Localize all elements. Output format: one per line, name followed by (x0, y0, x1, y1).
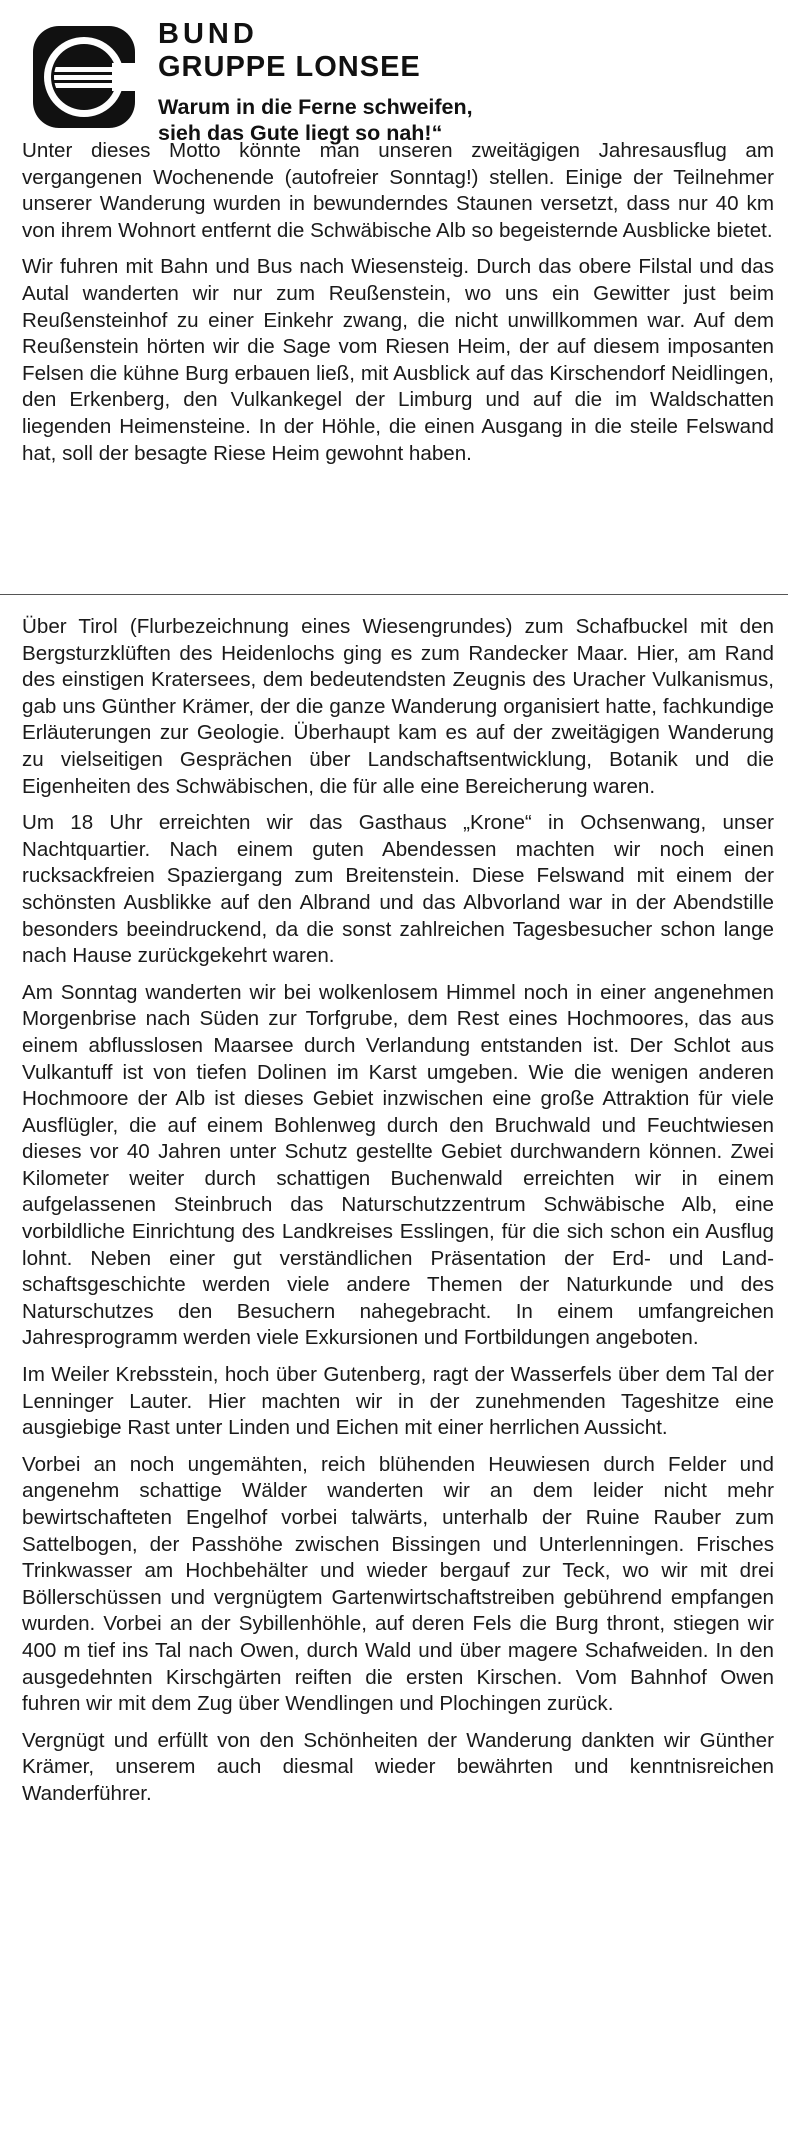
paragraph: Vorbei an noch ungemähten, reich blühenden Heuwiesen durch Felder und angenehm schattige Wälder wanderten wir an dem leider nicht mehr bewirtschafteten Engelhof vorbei talwärts, unterhalb der Ruine Rauber zum Sattelbogen, der Passhöhe zwischen Bissingen und Unterlenningen. Frisches Trinkwasser am Hochbehälter und wieder bergauf zur Teck, wo wir mit drei Böllerschüssen und vergnügtem Gartenwirtschaftstreiben gebührend empfangen wurden. Vorbei an der Sybillenhöhle, auf deren Fels die Burg thront, stiegen wir 400 m tief ins Tal nach Owen, durch Wald und über magere Schafweiden. In den ausgedehnten Kirschgärten reiften die ersten Kirschen. Vom Bahnhof Owen fuhren wir mit dem Zug über Wendlingen und Plochingen zurück. (22, 1452, 774, 1716)
paragraph: Vergnügt und erfüllt von den Schönheiten der Wanderung dankten wir Günther Krämer, unserem auch diesmal wieder bewährten und kenntnisreichen Wanderführer. (22, 1728, 774, 1805)
group-name: GRUPPE LONSEE (158, 51, 421, 83)
article-body-part-2 (22, 614, 774, 1818)
org-name: BUND (158, 18, 258, 50)
article-body-part-1 (22, 138, 774, 477)
clipping-divider (0, 594, 788, 595)
motto-line-2: sieh das Gute liegt so nah!“ (158, 121, 443, 145)
organization-title (158, 18, 758, 84)
paragraph: Im Weiler Krebsstein, hoch über Gutenberg, ragt der Wasserfels über dem Tal der Lenninger Lauter. Hier machten wir in der zunehmenden Tageshitze eine ausgiebige Rast unter Linden und Eichen mit einer herrlichen Aussicht. (22, 1363, 774, 1440)
motto-line-1: Warum in die Ferne schweifen, (158, 95, 473, 119)
paragraph: Über Tirol (Flurbezeichnung eines Wiesengrundes) zum Schafbuckel mit den Bergsturzklüften des Heidenlochs ging es zum Randecker Maar. Hier, am Rand des einstigen Kratersees, dem bedeutendsten Zeugnis des Uracher Vulkanismus, gab uns Günther Krämer, der die ganze Wanderung organisiert hatte, fachkundige Erläuterungen zur Geologie. Überhaupt kam es auf der zweitägigen Wanderung zu vielseitigen Gesprächen über Landschaftsentwicklung, Botanik und die Eigenheiten des Schwäbischen, die für alle eine Bereicherung waren. (22, 615, 774, 798)
paragraph: Um 18 Uhr erreichten wir das Gasthaus „Krone“ in Ochsenwang, unser Nachtquartier. Nach einem guten Abendessen machten wir noch einen rucksackfreien Spaziergang zum Breitenstein. Diese Felswand mit einem der schönsten Ausblikke auf den Albrand und das Albvorland war in der Abendstille besonders beeindruckend, da die sonst zahlreichen Tagesbesucher schon lange nach Hause zurückgekehrt waren. (22, 811, 774, 968)
paragraph: Unter dieses Motto könnte man unseren zweitägigen Jahresausflug am vergangenen Wochenende (autofreier Sonntag!) stellen. Einige der Teilnehmer unserer Wanderung wurden in bewunderndes Staunen versetzt, dass nur 40 km von ihrem Wohnort entfernt die Schwäbische Alb so begeisternde Ausblicke bietet. (22, 139, 774, 242)
article-header (30, 18, 770, 145)
paragraph: Wir fuhren mit Bahn und Bus nach Wiesensteig. Durch das obere Filstal und das Autal wanderten wir nur zum Reußenstein, wo uns ein Gewitter just beim Reußensteinhof zu einer Einkehr zwang, die nicht unwillkommen war. Auf dem Reußenstein hörten wir die Sage vom Riesen Heim, der auf diesem imposanten Felsen die kühne Burg erbauen ließ, mit Ausblick auf das Kirschendorf Neidlingen, den Erkenberg, den Vulkankegel der Limburg und auf die im Waldschatten liegenden Heimensteine. In der Höhle, die einen Ausgang in die steile Felswand hat, soll der besagte Riese Heim gewohnt haben. (22, 255, 774, 465)
paragraph: Am Sonntag wanderten wir bei wolkenlosem Himmel noch in einer angenehmen Morgenbrise nach Süden zur Torfgrube, dem Rest eines Hochmoores, das aus einem abflusslosen Maarsee durch Verlandung entstanden ist. Der Schlot aus Vulkantuff ist von tiefen Dolinen im Karst umgeben. Wie die wenigen anderen Hochmoore der Alb ist dieses Gebiet inzwischen eine große Attraktion für viele Ausflügler, die auf einem Bohlenweg durch den Bruchwald und Feuchtwiesen dieses vor 40 Jahren unter Schutz gestellte Gebiet durchwandern können. Zwei Kilometer weiter durch schattigen Buchenwald erreichten wir in einem aufgelassenen Steinbruch das Naturschutzzentrum Schwäbische Alb, eine vorbildliche Einrichtung des Landkreises Esslingen, für die sich schon ein Ausflug lohnt. Neben einer gut verständlichen Präsentation der Erd- und Landschaftsgeschichte werden viele andere Themen der Naturkunde und des Naturschutzes den Besuchern nahegebracht. In einem umfangreichen Jahresprogramm werden viele Exkursionen und Fortbildungen angeboten. (22, 980, 774, 1350)
bund-logo-icon (30, 23, 138, 131)
